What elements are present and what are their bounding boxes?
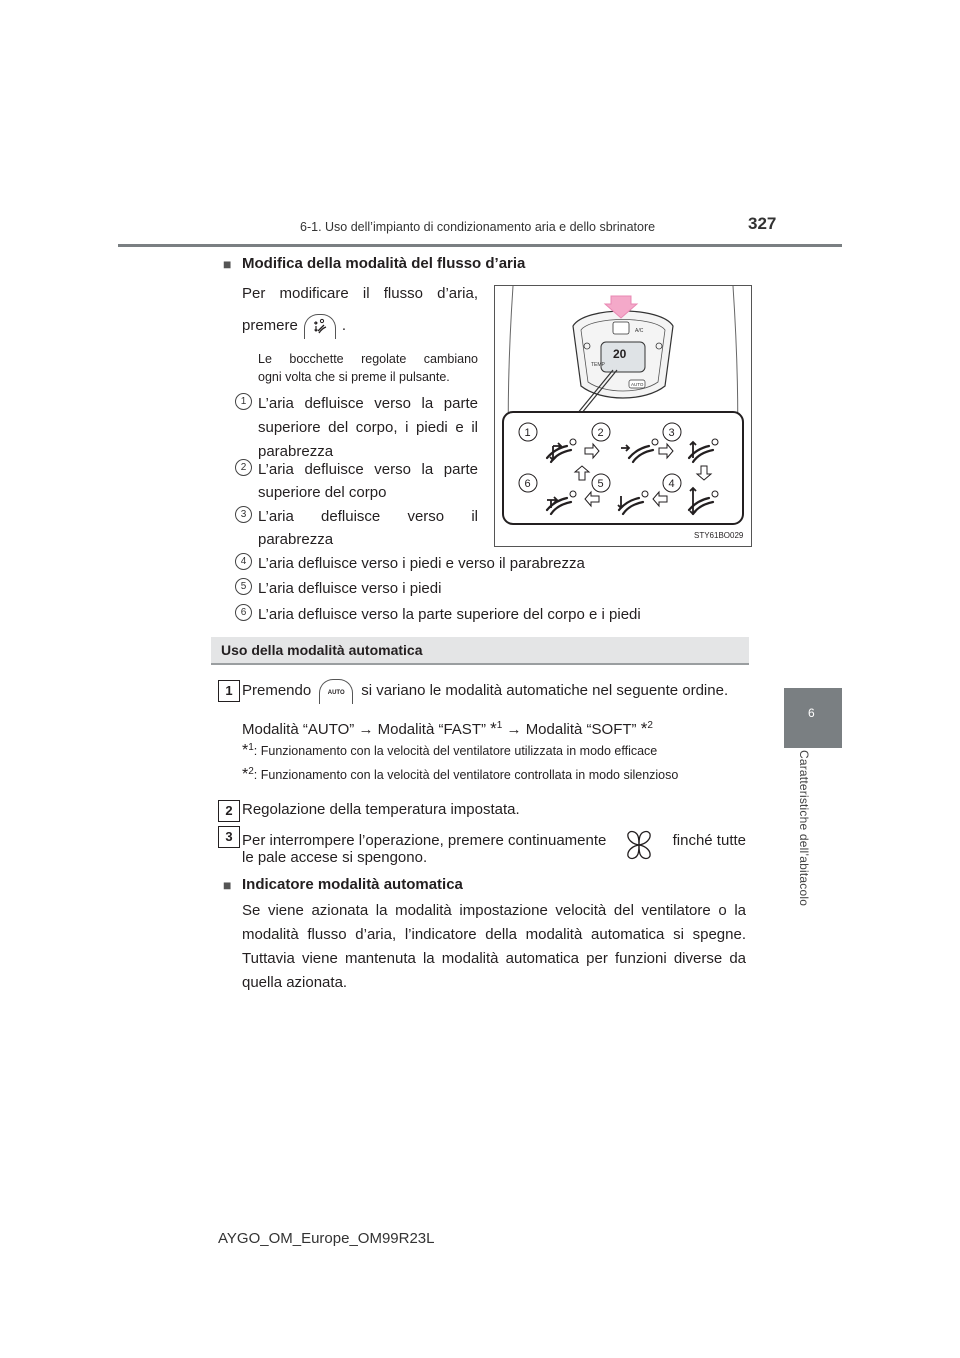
footnote-1-mark: *: [242, 742, 249, 760]
footnote-1-sup: 1: [248, 742, 254, 753]
auto-section-band: [211, 637, 749, 665]
figure-code: STY61BO029: [694, 531, 744, 540]
auto-button-icon: AUTO: [319, 679, 353, 704]
footnote-1: [242, 742, 657, 760]
airflow-note-line2: ogni volta che si preme il pulsante.: [258, 370, 450, 384]
airflow-figure-drawing: [495, 286, 751, 546]
panel-display-value: 20: [613, 347, 627, 361]
step-2-number: 2: [218, 800, 240, 822]
step-1-after: si variano le modalità automatiche nel seguente ordine.: [361, 682, 729, 699]
item-3-number-icon: 3: [235, 506, 252, 523]
callout-2: 2: [597, 427, 604, 439]
footnote-2: [242, 766, 678, 784]
item-5-number-icon: 5: [235, 578, 252, 595]
step-2-text: Regolazione della temperatura impostata.: [242, 801, 520, 818]
sequence-sup-2: 2: [647, 720, 653, 731]
item-1-line2: superiore del corpo, i piedi e il: [258, 419, 478, 436]
indicator-line2: modalità flusso d’aria, l’indicatore della modalità automatica si spegne.: [242, 926, 746, 943]
item-1-line3: parabrezza: [258, 443, 334, 460]
airflow-line2-after: .: [341, 317, 347, 334]
item-3-line2: parabrezza: [258, 531, 334, 548]
step-3-before: Per interrompere l’operazione, premere continuamente: [242, 832, 607, 849]
item-2-line1: L’aria defluisce verso la parte: [258, 461, 478, 478]
sequence-soft: Modalità “SOFT”: [525, 721, 637, 738]
airflow-figure: [494, 285, 752, 547]
header-title: 6-1. Uso dell’impianto di condizionamento aria e dello sbrinatore: [300, 220, 656, 234]
panel-ac-label: A/C: [635, 328, 644, 334]
footnote-2-sup: 2: [248, 766, 254, 777]
sequence-arrow-2: →: [506, 721, 522, 738]
airflow-heading: Modifica della modalità del flusso d’aria: [242, 255, 526, 272]
footnote-2-text: : Funzionamento con la velocità del ventilatore controllata in modo silenzioso: [253, 768, 679, 783]
item-1-number-icon: 1: [235, 393, 252, 410]
airflow-line2-before: premere: [242, 317, 298, 334]
item-3-line1: L’aria defluisce verso il: [258, 508, 478, 525]
chapter-label: Caratteristiche dell’abitacolo: [797, 750, 811, 907]
square-bullet-icon: ■: [223, 256, 232, 272]
airflow-line1: Per modificare il flusso d’aria,: [242, 285, 478, 302]
chapter-number: 6: [808, 706, 815, 720]
sequence-fast: Modalità “FAST”: [377, 721, 486, 738]
footnote-2-mark: *: [242, 766, 249, 784]
step-3-after: finché tutte: [672, 832, 746, 849]
sequence-auto: Modalità “AUTO”: [242, 721, 355, 738]
panel-temp-label: TEMP: [591, 362, 605, 368]
panel-auto-label: AUTO: [631, 382, 644, 387]
item-6-line1: L’aria defluisce verso la parte superiore del corpo e i piedi: [258, 606, 641, 623]
step-1-text: [242, 678, 728, 704]
item-2-line2: superiore del corpo: [258, 484, 387, 501]
sequence-star-2: *: [640, 719, 648, 738]
footer-doc-id: AYGO_OM_Europe_OM99R23L: [218, 1230, 435, 1247]
fan-icon: [618, 828, 660, 862]
sequence-arrow-1: →: [358, 721, 374, 738]
airflow-mode-button-icon: [304, 314, 336, 339]
airflow-line2: [242, 312, 346, 340]
header-rule: [118, 244, 842, 247]
indicator-line1: Se viene azionata la modalità impostazione velocità del ventilatore o la: [242, 902, 746, 919]
square-bullet-icon: ■: [223, 877, 232, 893]
item-4-number-icon: 4: [235, 553, 252, 570]
sequence-star-1: *: [490, 719, 497, 738]
footnote-1-text: : Funzionamento con la velocità del ventilatore utilizzata in modo efficace: [253, 744, 658, 759]
step-3-number: 3: [218, 826, 240, 848]
item-4-line1: L’aria defluisce verso i piedi e verso il parabrezza: [258, 555, 585, 572]
callout-4: 4: [668, 478, 675, 490]
page-number: 327: [748, 214, 777, 233]
item-2-number-icon: 2: [235, 459, 252, 476]
step-1-before: Premendo: [242, 682, 312, 699]
auto-section-title: Uso della modalità automatica: [221, 642, 423, 658]
item-1-line1: L’aria defluisce verso la parte: [258, 395, 478, 412]
indicator-line4: quella azionata.: [242, 974, 348, 991]
auto-sequence: [242, 714, 653, 742]
step-3-line2: le pale accese si spengono.: [242, 849, 428, 866]
callout-6: 6: [524, 478, 531, 490]
item-6-number-icon: 6: [235, 604, 252, 621]
sequence-sup-1: 1: [496, 720, 503, 731]
callout-3: 3: [668, 427, 675, 439]
callout-1: 1: [524, 427, 531, 439]
step-1-number: 1: [218, 680, 240, 702]
indicator-heading: Indicatore modalità automatica: [242, 876, 463, 893]
indicator-line3: Tuttavia viene mantenuta la modalità automatica per funzioni diverse da: [242, 950, 746, 967]
airflow-note-line1: Le bocchette regolate cambiano: [258, 352, 478, 366]
item-5-line1: L’aria defluisce verso i piedi: [258, 580, 442, 597]
callout-5: 5: [597, 478, 604, 490]
